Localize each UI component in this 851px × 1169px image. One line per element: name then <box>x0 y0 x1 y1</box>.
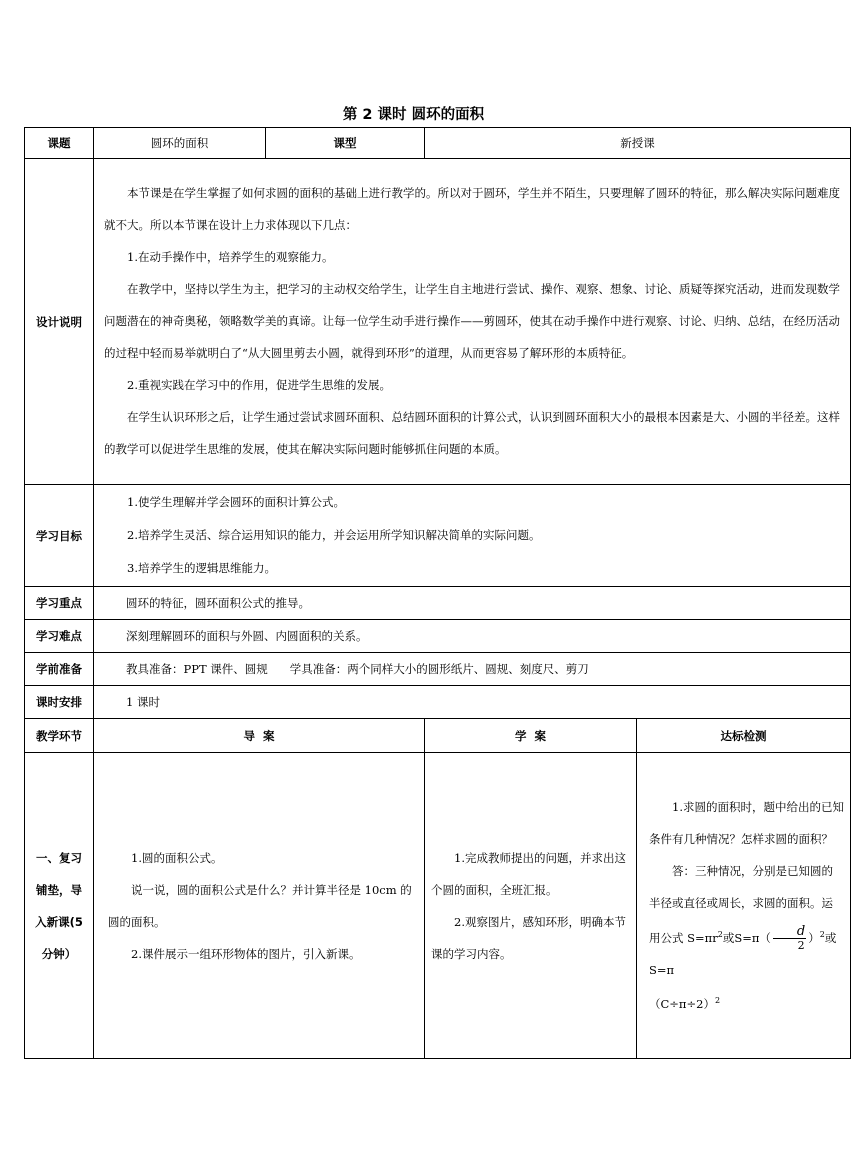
section-1-label: 一、复习 铺垫，导 入新课(5 分钟） <box>25 753 94 1059</box>
difficulty-label: 学习难点 <box>25 620 94 653</box>
schedule-label: 课时安排 <box>25 686 94 719</box>
design-paragraph: 本节课是在学生掌握了如何求圆的面积的基础上进行教学的。所以对于圆环，学生并不陌生，只要理解了圆环的特征，那么解决实际问题难度就不大。所以本节课在设计上力求体现以下几点： <box>104 186 840 232</box>
row-header <box>25 719 851 753</box>
type-value: 新授课 <box>425 128 851 159</box>
objective-item: 1.使学生理解并学会圆环的面积计算公式。 <box>127 495 345 509</box>
formula-radius: $S=\pi r^2$ <box>687 929 723 945</box>
row-section-1 <box>25 753 851 1059</box>
fraction: $\frac{d}{2}$ <box>773 925 806 952</box>
row-schedule <box>25 686 851 719</box>
formula-diameter: S=π（ $\frac{d}{2}$ ）$^2$ <box>734 924 825 952</box>
check-answer: 答：三种情况，分别是已知圆的半径或直径或周长，求圆的面积。运用公式 $S=\pi r^2$或S=π（ $\frac{d}{2}$ ）$^2$或S=π $(C\div\pi\div 2)^2$ <box>649 863 837 1012</box>
topic-label: 课题 <box>25 128 94 159</box>
design-paragraph: 1.在动手操作中，培养学生的观察能力。 <box>127 250 334 264</box>
design-label: 设计说明 <box>25 159 94 485</box>
row-design <box>25 159 851 485</box>
stage-header: 教学环节 <box>25 719 94 753</box>
row-topic <box>25 128 851 159</box>
preparation-label: 学前准备 <box>25 653 94 686</box>
difficulty-value: 深刻理解圆环的面积与外圆、内圆面积的关系。 <box>94 620 851 653</box>
objectives-label: 学习目标 <box>25 485 94 587</box>
design-content <box>94 159 851 485</box>
row-objectives <box>25 485 851 587</box>
design-paragraph: 在学生认识环形之后，让学生通过尝试求圆环面积、总结圆环面积的计算公式，认识到圆环面积大小的最根本因素是大、小圆的半径差。这样的教学可以促进学生思维的发展，使其在解决实际问题时能够抓住问题的本质。 <box>104 410 840 456</box>
key-point-value: 圆环的特征，圆环面积公式的推导。 <box>94 587 851 620</box>
topic-value: 圆环的面积 <box>94 128 266 159</box>
row-preparation <box>25 653 851 686</box>
check-header: 达标检测 <box>637 719 851 753</box>
section-1-guide: 1.圆的面积公式。 说一说，圆的面积公式是什么？并计算半径是 10cm 的圆的面积。 2.课件展示一组环形物体的图片，引入新课。 <box>94 753 425 1059</box>
type-label: 课型 <box>266 128 425 159</box>
section-1-check: 1.求圆的面积时，题中给出的已知条件有几种情况？怎样求圆的面积？ 答：三种情况，分别是已知圆的半径或直径或周长，求圆的面积。运用公式 $S=\pi r^2$或S=π（ $\frac{d}{2}$ ）$^2$或S=π $(C\div\pi\div 2)^2$ <box>637 753 851 1059</box>
formula-circumference: S=π $(C\div\pi\div 2)^2$ <box>649 962 721 1012</box>
row-key-point <box>25 587 851 620</box>
design-paragraph: 2.重视实践在学习中的作用，促进学生思维的发展。 <box>127 378 391 392</box>
row-difficulty <box>25 620 851 653</box>
key-point-label: 学习重点 <box>25 587 94 620</box>
objective-item: 3.培养学生的逻辑思维能力。 <box>127 561 276 575</box>
guide-header: 导 案 <box>94 719 425 753</box>
study-header: 学 案 <box>425 719 637 753</box>
design-paragraph: 在教学中，坚持以学生为主，把学习的主动权交给学生，让学生自主地进行尝试、操作、观察、想象、讨论、质疑等探究活动，进而发现数学问题潜在的神奇奥秘，领略数学美的真谛。让每一位学生动手进行操作——剪圆环，使其在动手操作中进行观察、讨论、归纳、总结，在经历活动的过程中轻而易举就明白了“从大圆里剪去小圆，就得到环形”的道理，从而更容易了解环形的本质特征。 <box>104 282 840 360</box>
objective-item: 2.培养学生灵活、综合运用知识的能力，并会运用所学知识解决简单的实际问题。 <box>127 528 541 542</box>
schedule-value: 1 课时 <box>94 686 851 719</box>
page-title: 第 2 课时 圆环的面积 <box>342 107 485 123</box>
objectives-content <box>94 485 851 587</box>
lesson-plan-table <box>24 127 851 1059</box>
section-1-study: 1.完成教师提出的问题，并求出这个圆的面积，全班汇报。 2.观察图片，感知环形，明确本节课的学习内容。 <box>425 753 637 1059</box>
preparation-value: 教具准备：PPT 课件、圆规 学具准备：两个同样大小的圆形纸片、圆规、刻度尺、剪刀 <box>94 653 851 686</box>
